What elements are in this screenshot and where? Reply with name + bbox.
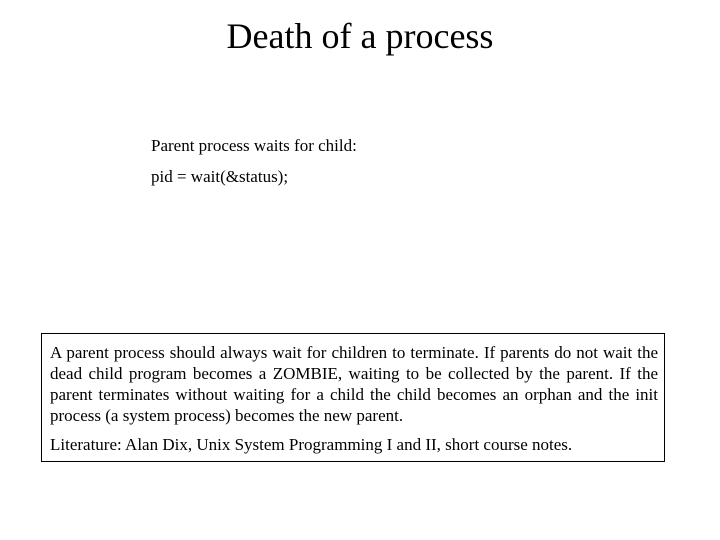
note-paragraph: A parent process should always wait for children to terminate. If parents do not wait the dead child program becomes a ZOMBIE, waiting to be collected by the parent. If the parent terminates without waiting for a child the child becomes an orphan and the init process (a system process) becomes the new parent. [50, 343, 658, 425]
code-example [151, 136, 611, 198]
literature-reference: Literature: Alan Dix, Unix System Programming I and II, short course notes. [50, 435, 573, 454]
code-statement: pid = wait(&status); [151, 167, 289, 186]
note-box [41, 333, 665, 462]
slide-title: Death of a process [226, 16, 494, 56]
code-caption: Parent process waits for child: [151, 136, 357, 155]
